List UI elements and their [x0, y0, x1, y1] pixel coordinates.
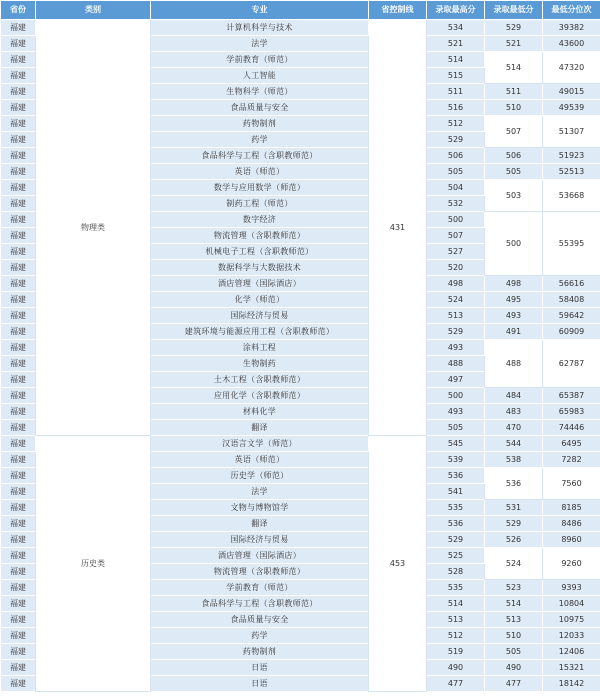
min-score-cell: 491 [485, 324, 543, 340]
min-score-cell: 505 [485, 164, 543, 180]
major-cell: 文物与博物馆学 [151, 500, 369, 516]
max-score-cell: 490 [427, 660, 485, 676]
province-cell: 福建 [1, 68, 36, 84]
category-cell: 历史类 [36, 436, 151, 692]
min-score-cell: 529 [485, 516, 543, 532]
min-rank-cell: 9393 [543, 580, 600, 596]
max-score-cell: 514 [427, 52, 485, 68]
major-cell: 数学与应用数学（师范） [151, 180, 369, 196]
min-rank-cell: 62787 [543, 340, 600, 388]
major-cell: 食品科学与工程（含职教师范） [151, 596, 369, 612]
max-score-cell: 512 [427, 116, 485, 132]
table-body [1, 20, 600, 692]
province-cell: 福建 [1, 116, 36, 132]
major-cell: 数据科学与大数据技术 [151, 260, 369, 276]
max-score-cell: 536 [427, 468, 485, 484]
header-major: 专业 [151, 1, 369, 20]
max-score-cell: 545 [427, 436, 485, 452]
major-cell: 药物制剂 [151, 116, 369, 132]
max-score-cell: 536 [427, 516, 485, 532]
province-cell: 福建 [1, 228, 36, 244]
max-score-cell: 512 [427, 628, 485, 644]
province-cell: 福建 [1, 580, 36, 596]
min-score-cell: 536 [485, 468, 543, 500]
header-control-line: 省控制线 [369, 1, 427, 20]
max-score-cell: 506 [427, 148, 485, 164]
max-score-cell: 514 [427, 596, 485, 612]
min-score-cell: 510 [485, 100, 543, 116]
province-cell: 福建 [1, 324, 36, 340]
major-cell: 人工智能 [151, 68, 369, 84]
major-cell: 学前教育（师范） [151, 580, 369, 596]
header-category: 类别 [36, 1, 151, 20]
min-rank-cell: 12406 [543, 644, 600, 660]
province-cell: 福建 [1, 596, 36, 612]
province-cell: 福建 [1, 468, 36, 484]
major-cell: 法学 [151, 36, 369, 52]
max-score-cell: 493 [427, 404, 485, 420]
province-cell: 福建 [1, 292, 36, 308]
major-cell: 土木工程（含职教师范） [151, 372, 369, 388]
province-cell: 福建 [1, 628, 36, 644]
min-score-cell: 514 [485, 596, 543, 612]
major-cell: 材料化学 [151, 404, 369, 420]
min-score-cell: 507 [485, 116, 543, 148]
min-rank-cell: 51307 [543, 116, 600, 148]
province-cell: 福建 [1, 420, 36, 436]
max-score-cell: 500 [427, 388, 485, 404]
max-score-cell: 529 [427, 532, 485, 548]
province-cell: 福建 [1, 612, 36, 628]
min-score-cell: 514 [485, 52, 543, 84]
max-score-cell: 527 [427, 244, 485, 260]
control-line-cell: 431 [369, 20, 427, 436]
min-rank-cell: 8486 [543, 516, 600, 532]
header-max-score: 录取最高分 [427, 1, 485, 20]
province-cell: 福建 [1, 212, 36, 228]
min-rank-cell: 10804 [543, 596, 600, 612]
min-rank-cell: 51923 [543, 148, 600, 164]
min-score-cell: 484 [485, 388, 543, 404]
min-rank-cell: 52513 [543, 164, 600, 180]
min-rank-cell: 53668 [543, 180, 600, 212]
min-score-cell: 503 [485, 180, 543, 212]
province-cell: 福建 [1, 84, 36, 100]
major-cell: 学前教育（师范） [151, 52, 369, 68]
max-score-cell: 535 [427, 580, 485, 596]
min-rank-cell: 65387 [543, 388, 600, 404]
province-cell: 福建 [1, 436, 36, 452]
province-cell: 福建 [1, 388, 36, 404]
min-score-cell: 505 [485, 644, 543, 660]
table-row [1, 20, 600, 36]
max-score-cell: 521 [427, 36, 485, 52]
min-rank-cell: 7282 [543, 452, 600, 468]
major-cell: 涂料工程 [151, 340, 369, 356]
max-score-cell: 505 [427, 420, 485, 436]
max-score-cell: 515 [427, 68, 485, 84]
province-cell: 福建 [1, 356, 36, 372]
province-cell: 福建 [1, 260, 36, 276]
province-cell: 福建 [1, 340, 36, 356]
major-cell: 日语 [151, 676, 369, 692]
min-score-cell: 526 [485, 532, 543, 548]
province-cell: 福建 [1, 132, 36, 148]
min-score-cell: 538 [485, 452, 543, 468]
major-cell: 药学 [151, 628, 369, 644]
major-cell: 数字经济 [151, 212, 369, 228]
province-cell: 福建 [1, 500, 36, 516]
major-cell: 历史学（师范） [151, 468, 369, 484]
max-score-cell: 513 [427, 308, 485, 324]
province-cell: 福建 [1, 484, 36, 500]
min-score-cell: 529 [485, 20, 543, 36]
min-score-cell: 521 [485, 36, 543, 52]
min-rank-cell: 15321 [543, 660, 600, 676]
min-score-cell: 495 [485, 292, 543, 308]
max-score-cell: 535 [427, 500, 485, 516]
min-rank-cell: 58408 [543, 292, 600, 308]
min-score-cell: 506 [485, 148, 543, 164]
min-score-cell: 498 [485, 276, 543, 292]
min-score-cell: 500 [485, 212, 543, 276]
province-cell: 福建 [1, 148, 36, 164]
max-score-cell: 529 [427, 324, 485, 340]
max-score-cell: 511 [427, 84, 485, 100]
province-cell: 福建 [1, 164, 36, 180]
major-cell: 生物制药 [151, 356, 369, 372]
max-score-cell: 528 [427, 564, 485, 580]
province-cell: 福建 [1, 20, 36, 36]
min-score-cell: 483 [485, 404, 543, 420]
province-cell: 福建 [1, 52, 36, 68]
table-row [1, 436, 600, 452]
min-score-cell: 531 [485, 500, 543, 516]
province-cell: 福建 [1, 180, 36, 196]
major-cell: 翻译 [151, 516, 369, 532]
major-cell: 化学（师范） [151, 292, 369, 308]
province-cell: 福建 [1, 36, 36, 52]
major-cell: 机械电子工程（含职教师范） [151, 244, 369, 260]
major-cell: 国际经济与贸易 [151, 532, 369, 548]
province-cell: 福建 [1, 564, 36, 580]
min-rank-cell: 8185 [543, 500, 600, 516]
min-rank-cell: 43600 [543, 36, 600, 52]
min-rank-cell: 8960 [543, 532, 600, 548]
province-cell: 福建 [1, 516, 36, 532]
major-cell: 制药工程（师范） [151, 196, 369, 212]
min-score-cell: 523 [485, 580, 543, 596]
min-rank-cell: 59642 [543, 308, 600, 324]
min-score-cell: 513 [485, 612, 543, 628]
major-cell: 英语（师范） [151, 452, 369, 468]
major-cell: 国际经济与贸易 [151, 308, 369, 324]
province-cell: 福建 [1, 308, 36, 324]
province-cell: 福建 [1, 276, 36, 292]
max-score-cell: 493 [427, 340, 485, 356]
max-score-cell: 520 [427, 260, 485, 276]
province-cell: 福建 [1, 644, 36, 660]
province-cell: 福建 [1, 404, 36, 420]
header-province: 省份 [1, 1, 36, 20]
max-score-cell: 525 [427, 548, 485, 564]
major-cell: 应用化学（含职教师范） [151, 388, 369, 404]
min-rank-cell: 39382 [543, 20, 600, 36]
province-cell: 福建 [1, 452, 36, 468]
max-score-cell: 513 [427, 612, 485, 628]
max-score-cell: 524 [427, 292, 485, 308]
min-score-cell: 524 [485, 548, 543, 580]
min-rank-cell: 74446 [543, 420, 600, 436]
major-cell: 药物制剂 [151, 644, 369, 660]
province-cell: 福建 [1, 660, 36, 676]
major-cell: 食品质量与安全 [151, 100, 369, 116]
major-cell: 酒店管理（国际酒店） [151, 276, 369, 292]
max-score-cell: 541 [427, 484, 485, 500]
min-rank-cell: 7560 [543, 468, 600, 500]
min-rank-cell: 49539 [543, 100, 600, 116]
min-score-cell: 490 [485, 660, 543, 676]
max-score-cell: 477 [427, 676, 485, 692]
min-score-cell: 470 [485, 420, 543, 436]
province-cell: 福建 [1, 548, 36, 564]
min-score-cell: 544 [485, 436, 543, 452]
max-score-cell: 488 [427, 356, 485, 372]
max-score-cell: 505 [427, 164, 485, 180]
min-score-cell: 488 [485, 340, 543, 388]
min-rank-cell: 55395 [543, 212, 600, 276]
category-cell: 物理类 [36, 20, 151, 436]
major-cell: 汉语言文学（师范） [151, 436, 369, 452]
header-row [1, 1, 600, 20]
major-cell: 食品质量与安全 [151, 612, 369, 628]
min-rank-cell: 65983 [543, 404, 600, 420]
header-min-score: 录取最低分 [485, 1, 543, 20]
max-score-cell: 497 [427, 372, 485, 388]
min-rank-cell: 60909 [543, 324, 600, 340]
province-cell: 福建 [1, 244, 36, 260]
control-line-cell: 453 [369, 436, 427, 692]
min-score-cell: 493 [485, 308, 543, 324]
min-rank-cell: 9260 [543, 548, 600, 580]
major-cell: 翻译 [151, 420, 369, 436]
province-cell: 福建 [1, 372, 36, 388]
header-min-rank: 最低分位次 [543, 1, 600, 20]
major-cell: 酒店管理（国际酒店） [151, 548, 369, 564]
min-rank-cell: 56616 [543, 276, 600, 292]
min-rank-cell: 10975 [543, 612, 600, 628]
major-cell: 计算机科学与技术 [151, 20, 369, 36]
max-score-cell: 539 [427, 452, 485, 468]
major-cell: 药学 [151, 132, 369, 148]
max-score-cell: 507 [427, 228, 485, 244]
min-rank-cell: 18142 [543, 676, 600, 692]
max-score-cell: 534 [427, 20, 485, 36]
max-score-cell: 529 [427, 132, 485, 148]
max-score-cell: 519 [427, 644, 485, 660]
min-rank-cell: 12033 [543, 628, 600, 644]
min-score-cell: 510 [485, 628, 543, 644]
major-cell: 生物科学（师范） [151, 84, 369, 100]
max-score-cell: 498 [427, 276, 485, 292]
max-score-cell: 516 [427, 100, 485, 116]
province-cell: 福建 [1, 196, 36, 212]
min-rank-cell: 49015 [543, 84, 600, 100]
major-cell: 物流管理（含职教师范） [151, 564, 369, 580]
min-rank-cell: 47320 [543, 52, 600, 84]
province-cell: 福建 [1, 532, 36, 548]
max-score-cell: 504 [427, 180, 485, 196]
province-cell: 福建 [1, 676, 36, 692]
major-cell: 建筑环境与能源应用工程（含职教师范） [151, 324, 369, 340]
major-cell: 英语（师范） [151, 164, 369, 180]
max-score-cell: 532 [427, 196, 485, 212]
min-rank-cell: 6495 [543, 436, 600, 452]
min-score-cell: 477 [485, 676, 543, 692]
major-cell: 法学 [151, 484, 369, 500]
min-score-cell: 511 [485, 84, 543, 100]
major-cell: 物流管理（含职教师范） [151, 228, 369, 244]
major-cell: 日语 [151, 660, 369, 676]
max-score-cell: 500 [427, 212, 485, 228]
major-cell: 食品科学与工程（含职教师范） [151, 148, 369, 164]
province-cell: 福建 [1, 100, 36, 116]
